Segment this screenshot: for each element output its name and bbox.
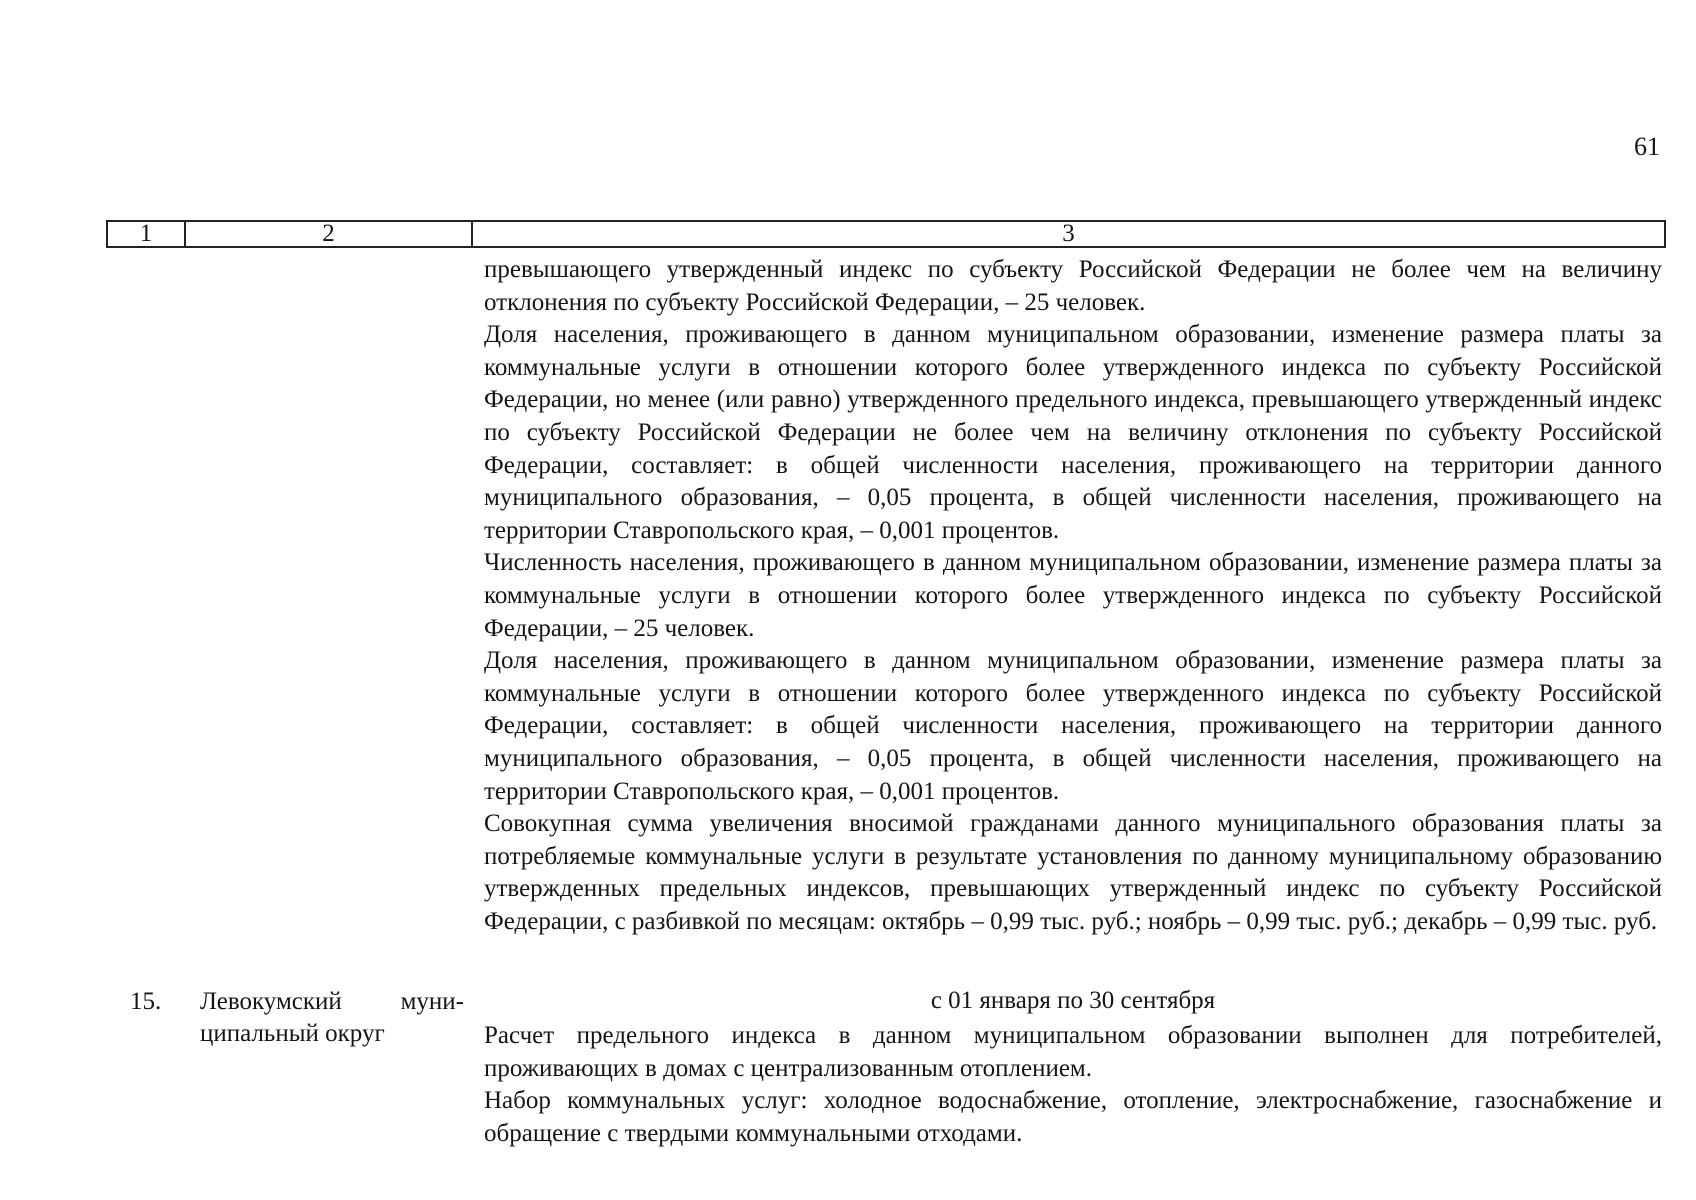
- municipality-name-line-1: Левокумский муни-: [200, 988, 464, 1015]
- page-number: 61: [1634, 132, 1660, 161]
- entry-number: 15.: [130, 988, 162, 1015]
- municipality-name: [200, 986, 464, 1050]
- paragraph: Набор коммунальных услуг: холодное водоснабжение, отопление, электроснабжение, газоснабжение и обращение с твердыми коммунальными отходами.: [484, 1087, 1662, 1147]
- table-header-col-1: 1: [108, 222, 186, 246]
- paragraph: превышающего утвержденный индекс по субъекту Российской Федерации не более чем на величину отклонения по субъекту Российской Федерации, – 25 человек.: [484, 256, 1662, 316]
- period-heading: с 01 января по 30 сентября: [930, 987, 1216, 1014]
- paragraph: Расчет предельного индекса в данном муниципальном образовании выполнен для потребителей, проживающих в домах с централизованным отоплением.: [484, 1022, 1662, 1082]
- paragraph: Доля населения, проживающего в данном муниципальном образовании, изменение размера платы за коммунальные услуги в отношении которого более утвержденного индекса по субъекту Российской Федерации, составляет: в общей численности населения, проживающего на территории данного муниципального образования, – 0,05 процента, в общей численности населения, проживающего на территории Ставропольского края, – 0,001 процентов.: [484, 647, 1662, 805]
- table-header-col-2: 2: [186, 222, 473, 246]
- paragraph: Численность населения, проживающего в данном муниципальном образовании, изменение размера платы за коммунальные услуги в отношении которого более утвержденного индекса по субъекту Российской Федерации, – 25 человек.: [484, 549, 1662, 642]
- entry-15-text-block: [484, 1020, 1662, 1150]
- paragraph: Доля населения, проживающего в данном муниципальном образовании, изменение размера платы за коммунальные услуги в отношении которого более утвержденного индекса по субъекту Российской Федерации, но менее (или равно) утвержденного предельного индекса, превышающего утвержденный индекс по субъекту Российской Федерации не более чем на величину отклонения по субъекту Российской Федерации, составляет: в общей численности населения, проживающего на территории данного муниципального образования, – 0,05 процента, в общей численности населения, проживающего на территории Ставропольского края, – 0,001 процентов.: [484, 321, 1662, 544]
- paragraph: Совокупная сумма увеличения вносимой гражданами данного муниципального образования платы за потребляемые коммунальные услуги в результате установления по данному муниципальному образованию утвержденных предельных индексов, превышающих утвержденный индекс по субъекту Российской Федерации, с разбивкой по месяцам: октябрь – 0,99 тыс. руб.; ноябрь – 0,99 тыс. руб.; декабрь – 0,99 тыс. руб.: [484, 810, 1662, 935]
- continuation-text-block: [484, 254, 1662, 938]
- table-header-row: [106, 220, 1666, 248]
- table-header-col-3: 3: [1062, 220, 1075, 247]
- municipality-name-line-2: ципальный округ: [200, 1020, 385, 1047]
